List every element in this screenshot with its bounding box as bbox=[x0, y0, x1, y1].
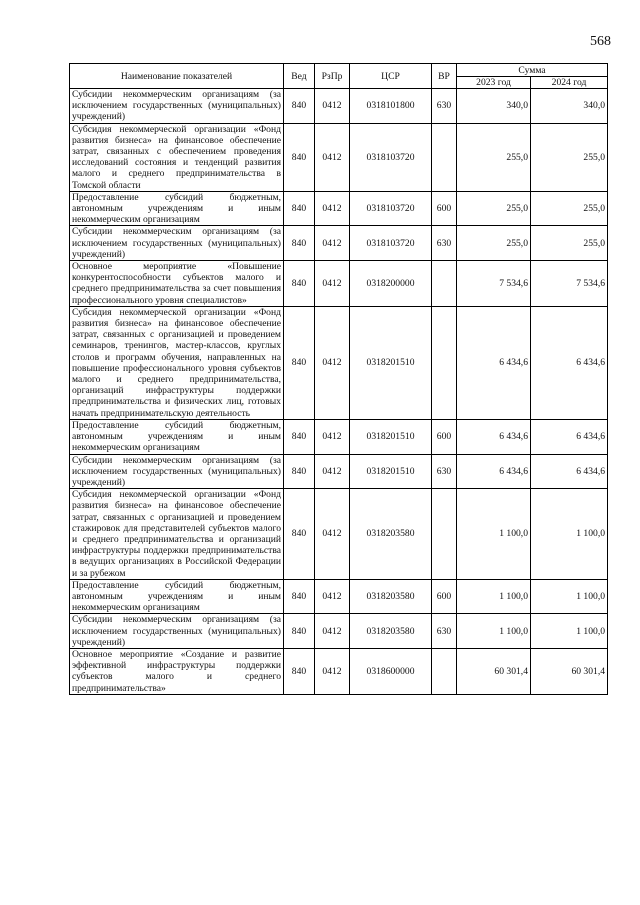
header-vr: ВР bbox=[432, 64, 457, 89]
row-sum-2024: 6 434,6 bbox=[531, 306, 608, 419]
row-csr: 0318101800 bbox=[350, 89, 432, 124]
row-vr: 600 bbox=[432, 579, 457, 614]
row-csr: 0318201510 bbox=[350, 306, 432, 419]
row-rzpr: 0412 bbox=[315, 419, 350, 454]
row-ved: 840 bbox=[284, 306, 315, 419]
header-year-2023: 2023 год bbox=[457, 77, 531, 89]
row-name: Предоставление субсидий бюджетным, автономным учреждениям и иным некоммерческим организациям bbox=[70, 191, 284, 226]
header-rzpr: РзПр bbox=[315, 64, 350, 89]
header-csr: ЦСР bbox=[350, 64, 432, 89]
row-ved: 840 bbox=[284, 579, 315, 614]
row-rzpr: 0412 bbox=[315, 489, 350, 580]
row-name: Предоставление субсидий бюджетным, автономным учреждениям и иным некоммерческим организациям bbox=[70, 419, 284, 454]
row-ved: 840 bbox=[284, 261, 315, 307]
row-csr: 0318600000 bbox=[350, 648, 432, 694]
row-rzpr: 0412 bbox=[315, 89, 350, 124]
table-row bbox=[70, 648, 608, 694]
table-row bbox=[70, 454, 608, 489]
row-sum-2023: 340,0 bbox=[457, 89, 531, 124]
row-rzpr: 0412 bbox=[315, 648, 350, 694]
table-row bbox=[70, 89, 608, 124]
row-vr: 630 bbox=[432, 226, 457, 261]
row-name: Субсидии некоммерческим организациям (за исключением государственных (муниципальных) учреждений) bbox=[70, 89, 284, 124]
budget-table bbox=[69, 63, 608, 695]
row-vr: 630 bbox=[432, 614, 457, 649]
row-rzpr: 0412 bbox=[315, 191, 350, 226]
row-sum-2023: 255,0 bbox=[457, 123, 531, 191]
row-csr: 0318203580 bbox=[350, 579, 432, 614]
row-sum-2023: 6 434,6 bbox=[457, 306, 531, 419]
table-row bbox=[70, 123, 608, 191]
row-sum-2024: 6 434,6 bbox=[531, 454, 608, 489]
row-name: Субсидии некоммерческим организациям (за исключением государственных (муниципальных) учреждений) bbox=[70, 226, 284, 261]
row-ved: 840 bbox=[284, 226, 315, 261]
row-sum-2024: 340,0 bbox=[531, 89, 608, 124]
row-ved: 840 bbox=[284, 89, 315, 124]
row-ved: 840 bbox=[284, 419, 315, 454]
header-year-2024: 2024 год bbox=[531, 77, 608, 89]
row-name: Субсидии некоммерческим организациям (за исключением государственных (муниципальных) учреждений) bbox=[70, 454, 284, 489]
row-csr: 0318201510 bbox=[350, 419, 432, 454]
row-vr bbox=[432, 123, 457, 191]
header-sum: Сумма bbox=[457, 64, 608, 77]
row-sum-2024: 60 301,4 bbox=[531, 648, 608, 694]
row-ved: 840 bbox=[284, 648, 315, 694]
row-csr: 0318201510 bbox=[350, 454, 432, 489]
row-csr: 0318103720 bbox=[350, 191, 432, 226]
row-sum-2023: 60 301,4 bbox=[457, 648, 531, 694]
row-name: Субсидия некоммерческой организации «Фонд развития бизнеса» на финансовое обеспечение затрат, связанных с организацией и проведением стажировок для представителей субъектов малого и среднего предпринимательства и организаций инфраструктуры поддержки предпринимательства в ведущих организациях в Российской Федерации и за рубежом bbox=[70, 489, 284, 580]
row-vr: 630 bbox=[432, 454, 457, 489]
row-sum-2024: 255,0 bbox=[531, 226, 608, 261]
row-rzpr: 0412 bbox=[315, 306, 350, 419]
table-row bbox=[70, 579, 608, 614]
row-name: Основное мероприятие «Повышение конкурентоспособности субъектов малого и среднего предпринимательства за счет повышения профессионального уровня специалистов» bbox=[70, 261, 284, 307]
row-csr: 0318200000 bbox=[350, 261, 432, 307]
row-vr: 600 bbox=[432, 419, 457, 454]
row-name: Субсидия некоммерческой организации «Фонд развития бизнеса» на финансовое обеспечение затрат, связанных с организацией и проведением семинаров, тренингов, мастер-классов, круглых столов и программ обучения, направленных на повышение профессионального уровня субъектов малого и среднего предпринимательства, организаций инфраструктуры поддержки предпринимательства и физических лиц, готовых начать предпринимательскую деятельность bbox=[70, 306, 284, 419]
row-ved: 840 bbox=[284, 123, 315, 191]
row-name: Предоставление субсидий бюджетным, автономным учреждениям и иным некоммерческим организациям bbox=[70, 579, 284, 614]
row-name: Субсидия некоммерческой организации «Фонд развития бизнеса» на финансовое обеспечение затрат, связанных с обеспечением проведения исследований состояния и тенденций развития малого и среднего предпринимательства в Томской области bbox=[70, 123, 284, 191]
row-rzpr: 0412 bbox=[315, 614, 350, 649]
table-row bbox=[70, 306, 608, 419]
row-rzpr: 0412 bbox=[315, 579, 350, 614]
header-name: Наименование показателей bbox=[70, 64, 284, 89]
row-sum-2024: 1 100,0 bbox=[531, 614, 608, 649]
row-sum-2023: 7 534,6 bbox=[457, 261, 531, 307]
row-ved: 840 bbox=[284, 191, 315, 226]
row-rzpr: 0412 bbox=[315, 261, 350, 307]
table-row bbox=[70, 261, 608, 307]
row-sum-2024: 6 434,6 bbox=[531, 419, 608, 454]
page-number: 568 bbox=[590, 34, 611, 49]
row-sum-2024: 1 100,0 bbox=[531, 579, 608, 614]
row-csr: 0318203580 bbox=[350, 489, 432, 580]
row-vr bbox=[432, 306, 457, 419]
row-csr: 0318103720 bbox=[350, 226, 432, 261]
row-rzpr: 0412 bbox=[315, 454, 350, 489]
row-csr: 0318203580 bbox=[350, 614, 432, 649]
table-body bbox=[70, 89, 608, 695]
row-rzpr: 0412 bbox=[315, 226, 350, 261]
table-row bbox=[70, 614, 608, 649]
row-vr bbox=[432, 648, 457, 694]
row-sum-2023: 6 434,6 bbox=[457, 454, 531, 489]
row-rzpr: 0412 bbox=[315, 123, 350, 191]
table-row bbox=[70, 419, 608, 454]
row-vr: 630 bbox=[432, 89, 457, 124]
row-sum-2024: 255,0 bbox=[531, 123, 608, 191]
row-sum-2023: 1 100,0 bbox=[457, 489, 531, 580]
table-header bbox=[70, 64, 608, 89]
row-vr bbox=[432, 489, 457, 580]
row-name: Основное мероприятие «Создание и развитие эффективной инфраструктуры поддержки субъектов малого и среднего предпринимательства» bbox=[70, 648, 284, 694]
row-sum-2023: 255,0 bbox=[457, 226, 531, 261]
header-ved: Вед bbox=[284, 64, 315, 89]
row-sum-2024: 255,0 bbox=[531, 191, 608, 226]
row-vr: 600 bbox=[432, 191, 457, 226]
table-row bbox=[70, 191, 608, 226]
row-sum-2024: 1 100,0 bbox=[531, 489, 608, 580]
row-sum-2023: 6 434,6 bbox=[457, 419, 531, 454]
row-name: Субсидии некоммерческим организациям (за исключением государственных (муниципальных) учреждений) bbox=[70, 614, 284, 649]
row-ved: 840 bbox=[284, 454, 315, 489]
row-ved: 840 bbox=[284, 614, 315, 649]
row-vr bbox=[432, 261, 457, 307]
table-row bbox=[70, 226, 608, 261]
row-sum-2024: 7 534,6 bbox=[531, 261, 608, 307]
row-sum-2023: 255,0 bbox=[457, 191, 531, 226]
row-csr: 0318103720 bbox=[350, 123, 432, 191]
row-sum-2023: 1 100,0 bbox=[457, 614, 531, 649]
table-row bbox=[70, 489, 608, 580]
row-ved: 840 bbox=[284, 489, 315, 580]
row-sum-2023: 1 100,0 bbox=[457, 579, 531, 614]
